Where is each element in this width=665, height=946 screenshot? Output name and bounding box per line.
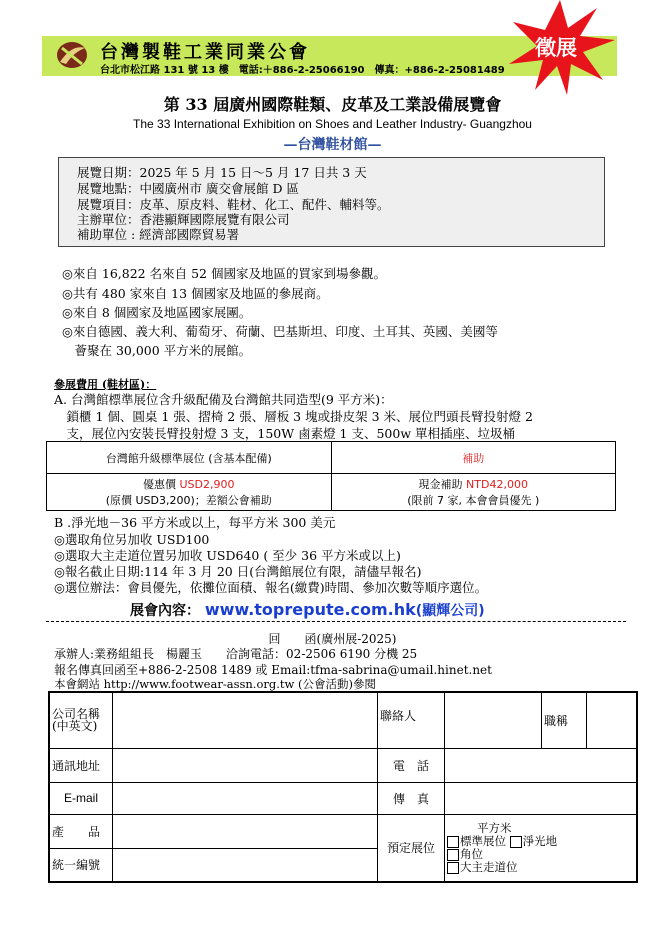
exhibition-title-zh: 第 33 屆廣州國際鞋類、皮革及工業設備展覽會 bbox=[163, 95, 502, 114]
registration-form bbox=[48, 691, 638, 883]
list-item: ◎來自 16,822 名來自 52 個國家及地區的買家到場參觀。 bbox=[62, 266, 386, 281]
reply-title: 回 函(廣州展-2025) bbox=[268, 632, 397, 646]
reply-contact: 承辦人:業務組組長 楊麗玉 洽詢電話：02-2506 6190 分機 25 bbox=[54, 647, 418, 661]
fees-a-line: A. 台灣館標準展位含升級配備及台灣館共同造型(9 平方米)： bbox=[54, 392, 393, 407]
association-name: 台灣製鞋工業同業公會 bbox=[100, 42, 310, 63]
fax-field[interactable] bbox=[445, 782, 638, 814]
title-field[interactable] bbox=[587, 692, 638, 748]
standard-booth-checkbox[interactable] bbox=[447, 836, 459, 848]
phone-field[interactable] bbox=[445, 748, 638, 782]
company-name-label: 公司名稱 (中英文) bbox=[49, 692, 113, 748]
product-field[interactable] bbox=[113, 814, 378, 848]
website-link[interactable]: www.toprepute.com.hk bbox=[204, 600, 416, 619]
price-header-subsidy: 補助 bbox=[331, 442, 616, 474]
contact-label: 聯絡人 bbox=[378, 692, 445, 748]
fees-heading: 參展費用 (鞋材區)： bbox=[54, 378, 157, 391]
website-org: (顯輝公司) bbox=[415, 603, 485, 619]
pavilion-title: —台灣鞋材館— bbox=[283, 137, 382, 153]
exhibition-info-box bbox=[58, 157, 605, 247]
raw-space-label: 淨光地 bbox=[522, 833, 558, 848]
cut-line bbox=[46, 621, 626, 622]
list-item: 薈聚在 30,000 平方米的展館。 bbox=[62, 343, 252, 358]
list-item: ◎來自德國、義大利、葡萄牙、荷蘭、巴基斯坦、印度、土耳其、英國、美國等 bbox=[62, 324, 498, 339]
fees-a-line: 支，展位內安裝長臂投射燈 3 支，150W 鹵素燈 1 支、500w 單相插座、垃圾桶 bbox=[54, 426, 516, 441]
association-address: 台北市松江路 131 號 13 樓 電話:＋886-2-25066190 傳真：+886-2-25081489 bbox=[100, 65, 505, 76]
raw-space-checkbox[interactable] bbox=[510, 836, 522, 848]
info-organizer: 主辦單位：香港顯輝國際展覽有限公司 bbox=[77, 212, 290, 227]
fees-a-line: 鎖櫃 1 個、圓桌 1 張、摺椅 2 張、層板 3 塊或掛皮架 3 米、展位門頭長臂投射燈 2 bbox=[54, 409, 533, 424]
badge-text: 徵展 bbox=[535, 36, 577, 60]
fees-b-line: ◎報名截止日期:114 年 3 月 20 日(台灣館展位有限，請儘早報名) bbox=[54, 564, 422, 579]
info-venue: 展覽地點：中國廣州市 廣交會展館 D 區 bbox=[77, 181, 299, 196]
fees-b-line: ◎選取大主走道位置另加收 USD640 ( 至少 36 平方米或以上) bbox=[54, 548, 401, 563]
address-field[interactable] bbox=[113, 748, 378, 782]
main-aisle-checkbox[interactable] bbox=[447, 862, 459, 874]
phone-label: 電 話 bbox=[378, 748, 445, 782]
price-header-standard: 台灣館升級標準展位 (含基本配備) bbox=[47, 442, 332, 474]
website-line bbox=[130, 600, 485, 620]
standard-booth-label: 標準展位 bbox=[460, 833, 506, 848]
price-table bbox=[46, 441, 616, 511]
subsidy-note: (限前 7 家, 本會會員優先 ) bbox=[407, 494, 540, 507]
info-items: 展覽項目：皮革、原皮料、鞋材、化工、配件、輔料等。 bbox=[77, 197, 390, 212]
corner-checkbox[interactable] bbox=[447, 849, 459, 861]
fax-label: 傳 真 bbox=[378, 782, 445, 814]
main-aisle-label: 大主走道位 bbox=[460, 859, 518, 874]
company-name-field[interactable] bbox=[113, 692, 378, 748]
tax-id-label: 統一編號 bbox=[49, 848, 113, 882]
reply-website: 本會網站 http://www.footwear-assn.org.tw (公會活動)參閱 bbox=[54, 677, 376, 691]
price-standard-cell: 優惠價 USD2,900 (原價 USD3,200)；差額公會補助 bbox=[47, 474, 332, 511]
reply-fax-email: 報名傳真回函至+886-2-2508 1489 或 Email:tfma-sabrina@umail.hinet.net bbox=[54, 663, 492, 677]
corner-label: 角位 bbox=[460, 846, 483, 861]
fees-b-line: ◎選位辦法：會員優先，依攤位面積、報名(繳費)時間、參加次數等順序選位。 bbox=[54, 580, 488, 595]
price-subsidy-cell: 現金補助 NTD42,000 (限前 7 家, 本會會員優先 ) bbox=[331, 474, 616, 511]
address-label: 通訊地址 bbox=[49, 748, 113, 782]
booth-label: 預定展位 bbox=[378, 814, 445, 882]
email-field[interactable] bbox=[113, 782, 378, 814]
price-value: USD2,900 bbox=[179, 478, 235, 491]
tax-id-field[interactable] bbox=[113, 848, 378, 882]
info-dates: 展覽日期：2025 年 5 月 15 日～5 月 17 日共 3 天 bbox=[77, 165, 367, 180]
list-item: ◎共有 480 家來自 13 個國家及地區的參展商。 bbox=[62, 286, 329, 301]
fees-b-line: B .淨光地－36 平方米或以上，每平方米 300 美元 bbox=[54, 515, 336, 530]
association-logo bbox=[54, 38, 90, 72]
info-sponsor: 補助單位 : 經濟部國際貿易署 bbox=[77, 227, 240, 242]
exhibition-title-en: The 33 International Exhibition on Shoes and Leather Industry- Guangzhou bbox=[133, 117, 532, 131]
product-label: 產 品 bbox=[49, 814, 113, 848]
booth-options bbox=[445, 814, 638, 882]
title-label: 職稱 bbox=[542, 692, 587, 748]
sqm-label: 平方米 bbox=[477, 820, 512, 835]
list-item: ◎來自 8 個國家及地區國家展團。 bbox=[62, 305, 252, 320]
email-label: E-mail bbox=[49, 782, 113, 814]
website-label: 展會內容： bbox=[130, 603, 200, 619]
contact-field[interactable] bbox=[445, 692, 542, 748]
fees-b-line: ◎選取角位另加收 USD100 bbox=[54, 532, 210, 547]
subsidy-value: NTD42,000 bbox=[466, 478, 528, 491]
price-note: (原價 USD3,200)；差額公會補助 bbox=[105, 494, 272, 507]
